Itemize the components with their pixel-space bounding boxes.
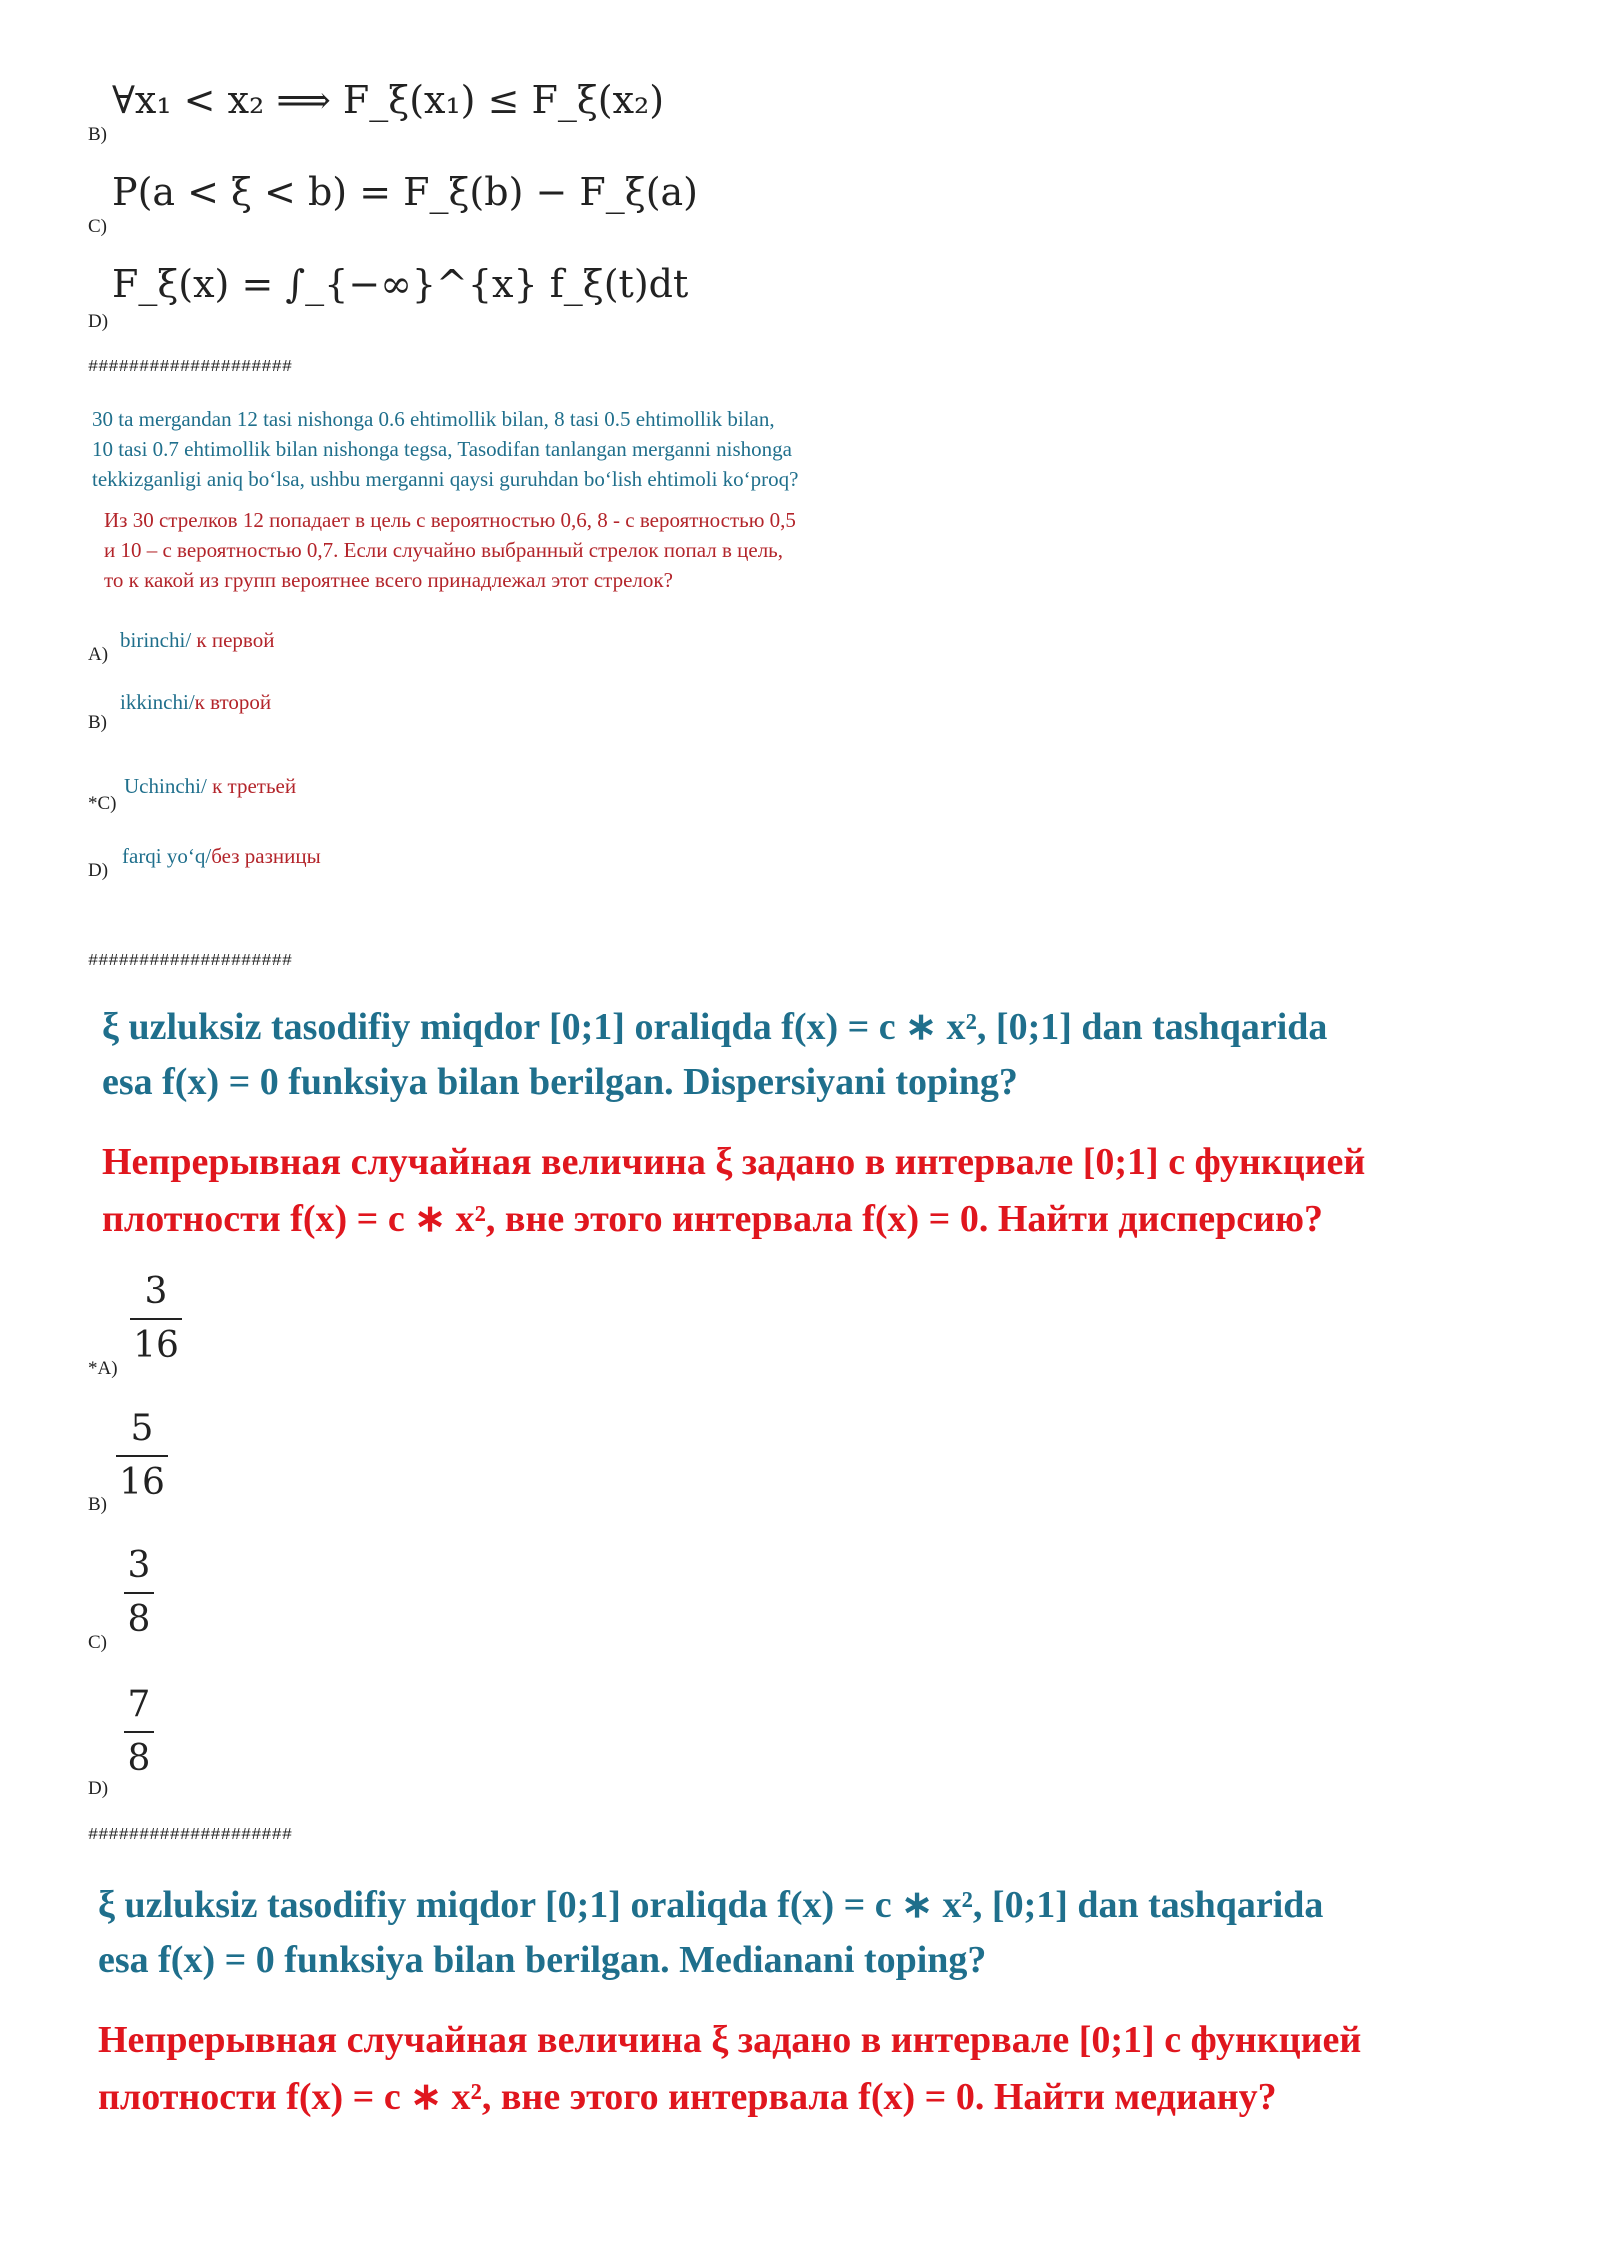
option-letter-d: D): [88, 311, 109, 332]
separator-3: ####################: [88, 1826, 293, 1845]
answer-fraction-b: [116, 1407, 168, 1505]
fraction-bar: [124, 1731, 154, 1733]
fraction-denominator: 8: [127, 1738, 151, 1779]
answer-uz: Uchinchi/: [124, 774, 207, 798]
fraction-bar: [124, 1592, 154, 1594]
option-formula-c: P(a < ξ < b) = F_ξ(b) − F_ξ(a): [112, 170, 698, 214]
answer-text-b: [120, 690, 271, 715]
option-letter-b: B): [88, 124, 107, 145]
question-4-uz-line: ξ uzluksiz tasodifiy miqdor [0;1] oraliqda f(x) = c ∗ x², [0;1] dan tashqarida: [98, 1884, 1324, 1926]
question-2-uz-line: 30 ta mergandan 12 tasi nishonga 0.6 ehtimollik bilan, 8 tasi 0.5 ehtimollik bilan,: [92, 407, 775, 431]
option-formula-b: ∀x₁ < x₂ ⟹ F_ξ(x₁) ≤ F_ξ(x₂): [112, 78, 665, 122]
answer-uz: farqi yo‘q/: [122, 844, 212, 868]
answer-text-d: [122, 844, 321, 869]
question-4-ru: [98, 2012, 1361, 2126]
answer-letter-c: *C): [88, 793, 117, 814]
fraction-denominator: 8: [127, 1599, 151, 1640]
fraction-denominator: 16: [133, 1325, 179, 1366]
question-4-uz: [98, 1878, 1323, 1988]
question-3-uz: [102, 1000, 1327, 1110]
answer-fraction-d: [124, 1683, 154, 1781]
answer-letter-b: B): [88, 1494, 107, 1515]
question-4-ru-line: Непрерывная случайная величина ξ задано в интервале [0;1] с функцией: [98, 2019, 1362, 2061]
question-2-uz-line: 10 tasi 0.7 ehtimollik bilan nishonga tegsa, Tasodifan tanlangan merganni nishonga: [92, 437, 792, 461]
fraction-numerator: 3: [144, 1271, 168, 1312]
answer-letter-a: A): [88, 644, 109, 665]
question-3-uz-line: ξ uzluksiz tasodifiy miqdor [0;1] oraliqda f(x) = c ∗ x², [0;1] dan tashqarida: [102, 1006, 1328, 1048]
answer-text-c: [124, 774, 296, 799]
question-4-ru-line: плотности f(x) = c ∗ x², вне этого интервала f(x) = 0. Найти медиану?: [98, 2076, 1277, 2118]
answer-letter-d: D): [88, 860, 109, 881]
answer-letter-d: D): [88, 1778, 109, 1799]
answer-letter-b: B): [88, 712, 107, 733]
answer-uz: birinchi/: [120, 628, 192, 652]
fraction-denominator: 16: [119, 1462, 165, 1503]
fraction-bar: [130, 1318, 182, 1320]
fraction-numerator: 3: [127, 1545, 151, 1586]
question-3-ru-line: плотности f(x) = c ∗ x², вне этого интервала f(x) = 0. Найти дисперсию?: [102, 1198, 1324, 1240]
option-letter-c: C): [88, 216, 107, 237]
answer-fraction-c: [124, 1544, 154, 1642]
answer-letter-c: C): [88, 1632, 107, 1653]
question-3-ru: [102, 1134, 1365, 1248]
answer-uz: ikkinchi/: [120, 690, 195, 714]
question-2-ru-line: Из 30 стрелков 12 попадает в цель с вероятностью 0,6, 8 - с вероятностью 0,5: [104, 508, 796, 532]
answer-letter-a: *A): [88, 1358, 118, 1379]
question-2-uz: [92, 404, 912, 494]
answer-text-a: [120, 628, 274, 653]
fraction-numerator: 7: [127, 1684, 151, 1725]
answer-ru: к первой: [191, 628, 275, 652]
answer-ru: к третьей: [206, 774, 297, 798]
question-2-uz-line: tekkizganligi aniq bo‘lsa, ushbu merganni qaysi guruhdan bo‘lish ehtimoli ko‘proq?: [92, 467, 799, 491]
question-4-uz-line: esa f(x) = 0 funksiya bilan berilgan. Medianani toping?: [98, 1939, 987, 1981]
question-2-ru: [104, 505, 924, 595]
question-3-uz-line: esa f(x) = 0 funksiya bilan berilgan. Dispersiyani toping?: [102, 1061, 1018, 1103]
question-3-ru-line: Непрерывная случайная величина ξ задано в интервале [0;1] с функцией: [102, 1141, 1366, 1183]
fraction-numerator: 5: [130, 1408, 154, 1449]
answer-ru: к второй: [194, 690, 272, 714]
separator-2: ####################: [88, 952, 293, 971]
fraction-bar: [116, 1455, 168, 1457]
answer-fraction-a: [130, 1270, 182, 1368]
option-formula-d: F_ξ(x) = ∫_{−∞}^{x} f_ξ(t)dt: [112, 262, 689, 306]
question-2-ru-line: и 10 – с вероятностью 0,7. Если случайно выбранный стрелок попал в цель,: [104, 538, 784, 562]
answer-ru: без разницы: [211, 844, 321, 868]
separator-1: ####################: [88, 358, 293, 377]
question-2-ru-line: то к какой из групп вероятнее всего принадлежал этот стрелок?: [104, 568, 673, 592]
